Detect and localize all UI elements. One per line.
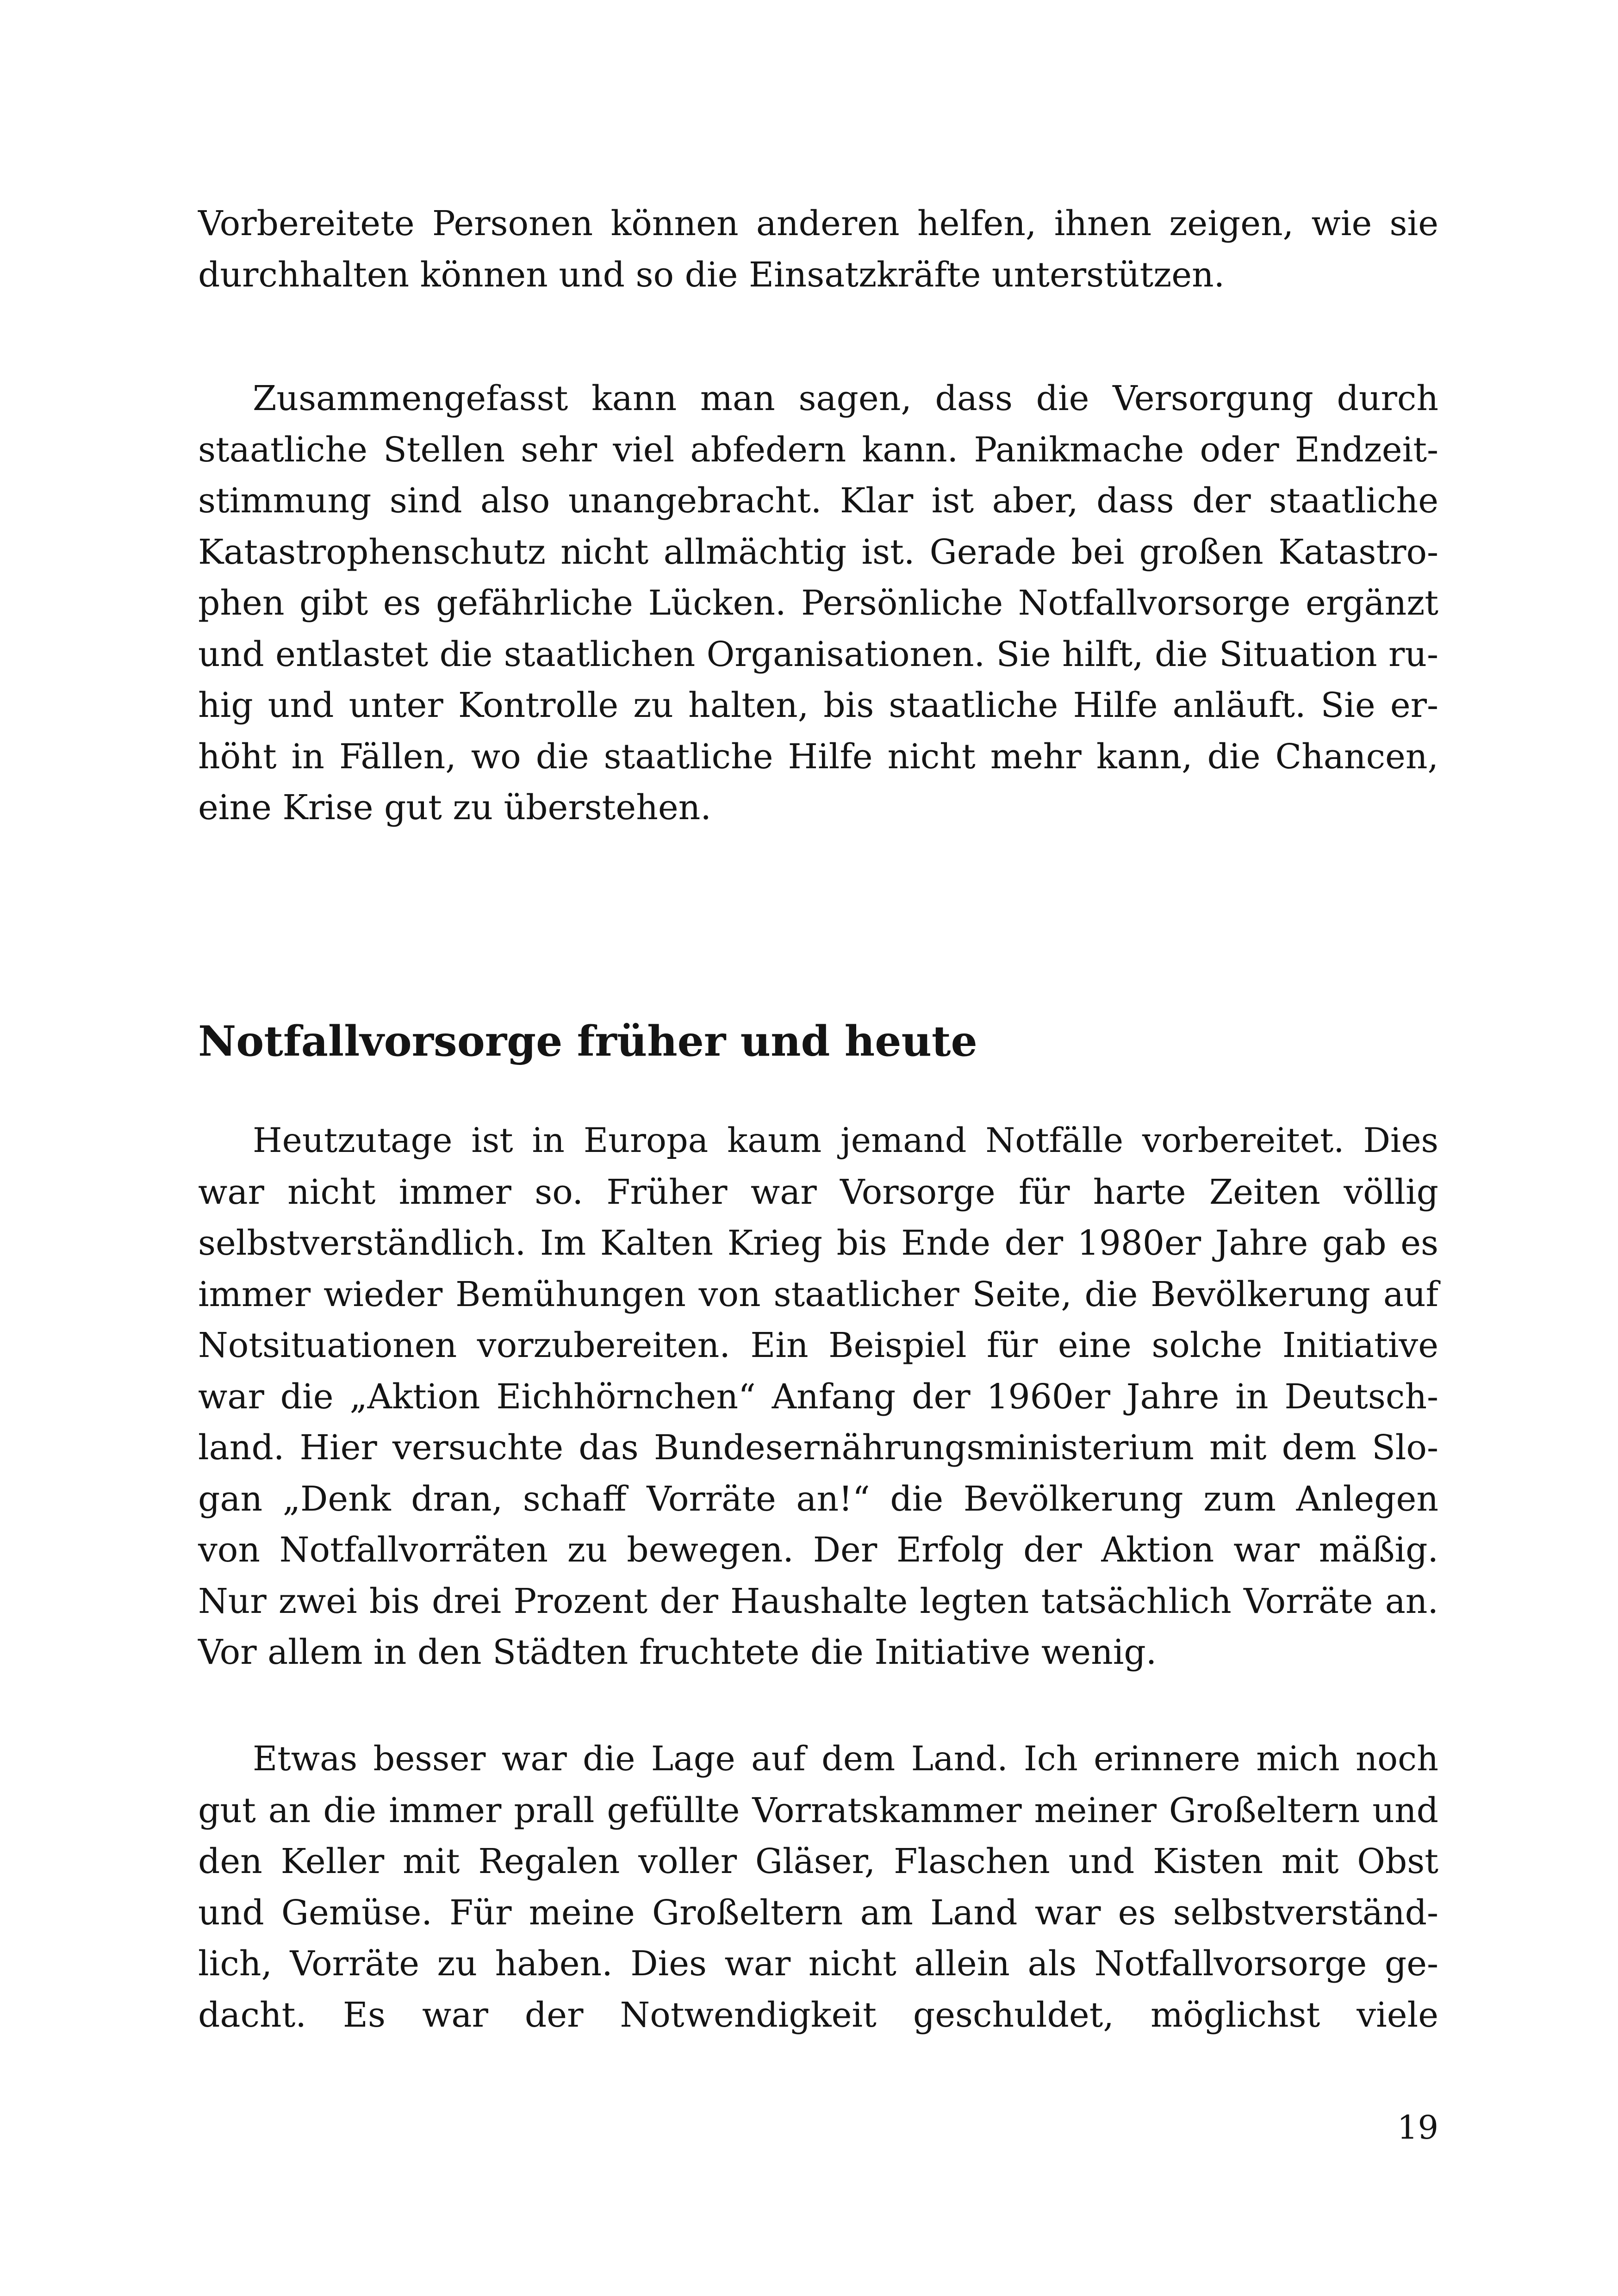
text-line: immer wieder Bemühungen von staatlicher Seite, die Bevölkerung auf — [198, 1274, 1438, 1314]
paragraph-3 — [198, 1115, 1438, 1678]
text-line: und Gemüse. Für meine Großeltern am Land war es selbstverständ- — [198, 1892, 1438, 1933]
text-line: von Notfallvorräten zu bewegen. Der Erfolg der Aktion war mäßig. — [198, 1530, 1438, 1570]
text-line: gan „Denk dran, schaff Vorräte an!“ die Bevölkerung zum Anlegen — [198, 1479, 1438, 1519]
page-number: 19 — [1397, 2109, 1438, 2147]
paragraph-2 — [198, 373, 1438, 834]
paragraph-1 — [198, 198, 1438, 300]
text-line: Katastrophenschutz nicht allmächtig ist. Gerade bei großen Katastro- — [198, 532, 1438, 572]
text-line: und entlastet die staatlichen Organisationen. Sie hilft, die Situation ru- — [198, 634, 1438, 674]
text-line: Zusammengefasst kann man sagen, dass die Versorgung durch — [253, 379, 1438, 418]
text-line: dacht. Es war der Notwendigkeit geschuldet, möglichst viele — [198, 1995, 1438, 2035]
text-line: Vorbereitete Personen können anderen helfen, ihnen zeigen, wie sie — [198, 204, 1438, 243]
section-heading: Notfallvorsorge früher und heute — [198, 1017, 977, 1066]
text-line: lich, Vorräte zu haben. Dies war nicht allein als Notfallvorsorge ge- — [198, 1944, 1438, 1984]
text-line: war nicht immer so. Früher war Vorsorge für harte Zeiten völlig — [198, 1172, 1438, 1212]
text-line: eine Krise gut zu überstehen. — [198, 788, 711, 828]
text-line: staatliche Stellen sehr viel abfedern kann. Panikmache oder Endzeit- — [198, 429, 1438, 470]
text-line: durchhalten können und so die Einsatzkräfte unterstützen. — [198, 255, 1225, 295]
text-line: Notsituationen vorzubereiten. Ein Beispiel für eine solche Initiative — [198, 1325, 1438, 1365]
text-line: hig und unter Kontrolle zu halten, bis staatliche Hilfe anläuft. Sie er- — [198, 685, 1438, 725]
text-line: stimmung sind also unangebracht. Klar ist aber, dass der staatliche — [198, 481, 1438, 521]
text-line: höht in Fällen, wo die staatliche Hilfe nicht mehr kann, die Chancen, — [198, 736, 1438, 777]
text-line: selbstverständlich. Im Kalten Krieg bis Ende der 1980er Jahre gab es — [198, 1223, 1438, 1263]
text-line: land. Hier versuchte das Bundesernährungsministerium mit dem Slo- — [198, 1428, 1438, 1468]
text-line: den Keller mit Regalen voller Gläser, Flaschen und Kisten mit Obst — [198, 1842, 1438, 1881]
text-line: Nur zwei bis drei Prozent der Haushalte legten tatsächlich Vorräte an. — [198, 1581, 1438, 1621]
text-line: war die „Aktion Eichhörnchen“ Anfang der 1960er Jahre in Deutsch- — [198, 1376, 1438, 1417]
text-line: gut an die immer prall gefüllte Vorratskammer meiner Großeltern und — [198, 1790, 1438, 1830]
text-line: Etwas besser war die Lage auf dem Land. Ich erinnere mich noch — [253, 1739, 1438, 1779]
text-line: Heutzutage ist in Europa kaum jemand Notfälle vorbereitet. Dies — [253, 1121, 1438, 1160]
text-line: Vor allem in den Städten fruchtete die Initiative wenig. — [198, 1632, 1157, 1672]
paragraph-4 — [198, 1734, 1438, 2041]
text-line: phen gibt es gefährliche Lücken. Persönliche Notfallvorsorge ergänzt — [198, 583, 1438, 623]
